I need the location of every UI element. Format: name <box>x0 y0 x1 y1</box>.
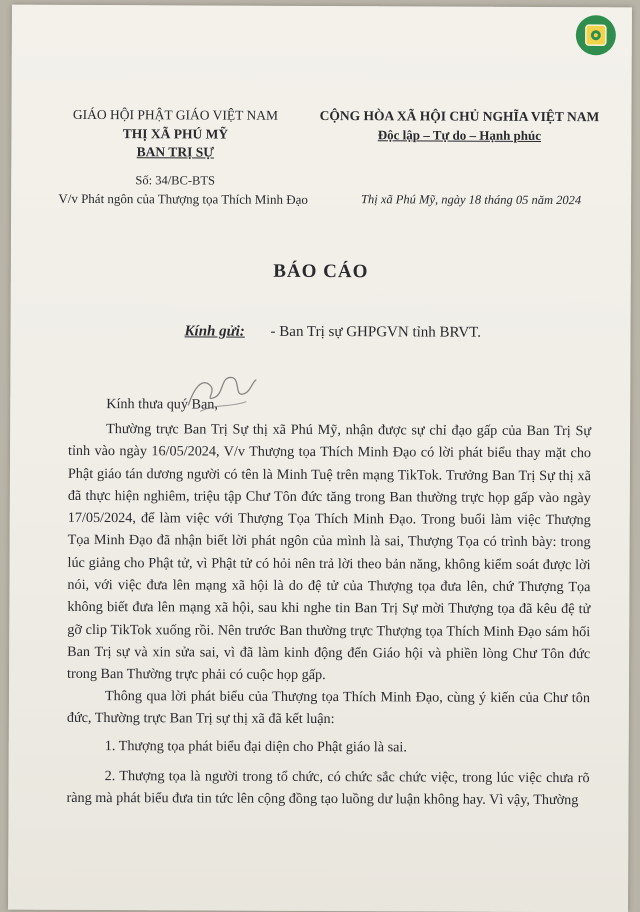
body-paragraph-1: Thường trực Ban Trị Sự thị xã Phú Mỹ, nhận được sự chỉ đạo gấp của Ban Trị Sự tỉnh vào ngày 16/05/2024, V/v Thượng tọa Thích Minh Đạo có lời phát biểu thay mặt cho Phật giáo tán dương người có tên là Minh Tuệ trên mạng TikTok. Trưởng Ban Trị Sự thị xã đã thực hiện nghiêm, triệu tập Chư Tôn đức tăng trong Ban thường trực họp gấp vào ngày 17/05/2024, để làm việc với Thượng Tọa Thích Minh Đạo. Trong buổi làm việc Thượng Tọa Minh Đạo đã nhận biết lời phát ngôn của mình là sai, Thượng Tọa có trình bày: trong lúc giảng cho Phật tử, vì Phật tử có hỏi nên trả lời theo bản năng, không kiểm soát được lời nói, với việc đưa lên mạng xã hội là do đệ tử của Thượng tọa đưa lên, chứ Thượng Tọa không biết đưa lên mạng xã hội, sau khi nghe tin Ban Trị Sự mời Thượng tọa đã kêu đệ tử gỡ clip TikTok xuống rồi. Nên trước Ban thường trực Thượng tọa Thích Minh Đạo sám hối Ban Trị sự và xin sửa sai, vì đã làm kinh động đến Giáo hội và phiền lòng Chư Tôn đức trong Ban Thường trực phải có cuộc họp gấp. <box>67 421 592 684</box>
body-paragraph-2: Thông qua lời phát biểu của Thượng tọa Thích Minh Đạo, cùng ý kiến của Chư tôn đức, Thường trực Ban Trị sự thị xã đã kết luận: <box>66 688 590 728</box>
conclusion-item-2: 2. Thượng tọa là người trong tổ chức, có chức sắc chức việc, trong lúc việc chưa rõ ràng mà phát biểu đưa tin tức lên cộng đồng tạo luồng dư luận không hay. Vì vậy, Thường <box>66 768 590 809</box>
recipient-line <box>185 323 482 341</box>
nation-name: CỘNG HÒA XÃ HỘI CHỦ NGHĨA VIỆT NAM <box>319 107 600 125</box>
org-board <box>55 144 295 161</box>
org-board-label: BAN TRỊ SỰ <box>136 144 215 160</box>
doc-title: BÁO CÁO <box>273 260 369 283</box>
nation-motto <box>309 127 609 144</box>
org-district: THỊ XÃ PHÚ MỸ <box>122 126 229 142</box>
doc-number: Số: 34/BC-BTS <box>135 173 216 188</box>
doc-date: Thị xã Phú Mỹ, ngày 18 tháng 05 năm 2024 <box>361 192 582 208</box>
conclusion-item-1: 1. Thượng tọa phát biểu đại diện cho Phật giáo là sai. <box>104 738 407 756</box>
greeting: Kính thưa quý Ban, <box>106 396 219 413</box>
nation-motto-text: Độc lập – Tự do – Hạnh phúc <box>377 127 542 143</box>
doc-subject: V/v Phát ngôn của Thượng tọa Thích Minh Đạo <box>58 190 308 207</box>
document-page <box>8 5 632 912</box>
green-circle-logo-icon[interactable] <box>576 15 616 55</box>
recipient-label: Kính gửi: <box>184 323 245 340</box>
org-name: GIÁO HỘI PHẬT GIÁO VIỆT NAM <box>72 106 279 123</box>
recipient-value: - Ban Trị sự GHPGVN tỉnh BRVT. <box>270 323 482 341</box>
